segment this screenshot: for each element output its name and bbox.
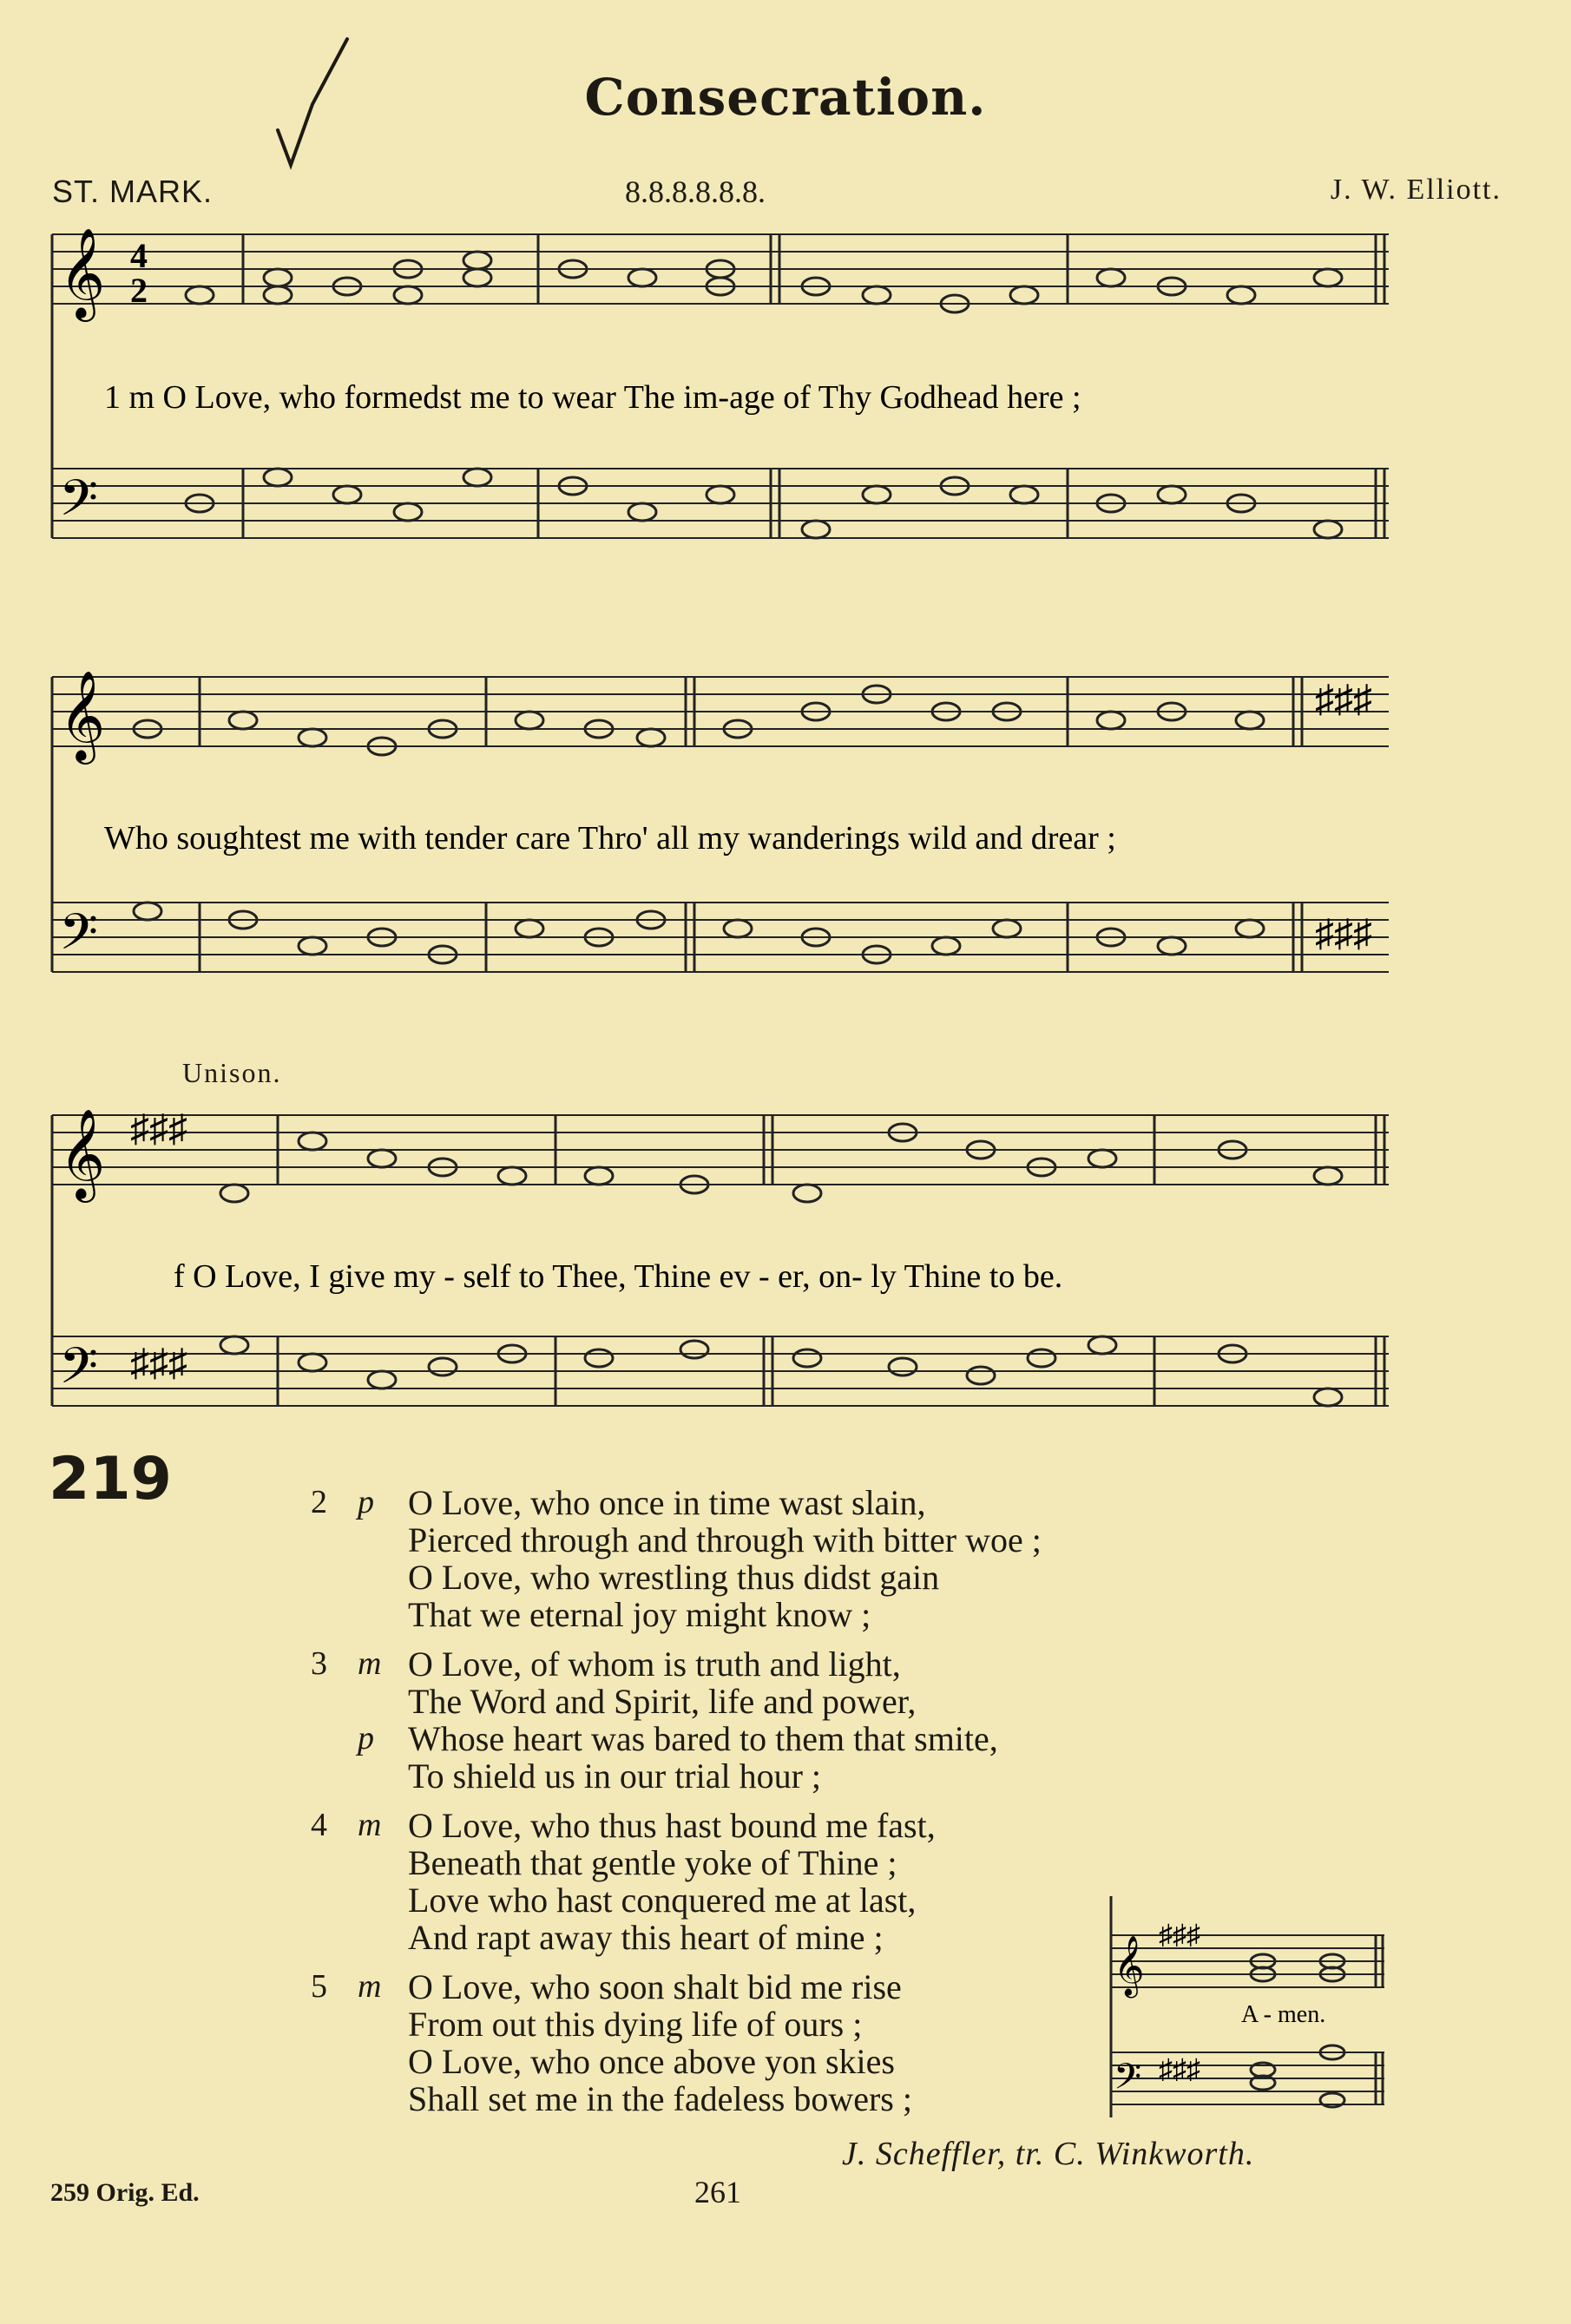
original-edition-note: 259 Orig. Ed. bbox=[50, 2178, 200, 2207]
key-signature-sharps-icon: ♯♯♯ bbox=[130, 1342, 187, 1384]
meter: 8.8.8.8.8.8. bbox=[625, 174, 766, 209]
verse-line: O Love, who once in time wast slain, bbox=[408, 1483, 926, 1522]
dynamic-marking: p bbox=[358, 1720, 374, 1756]
verse-line: Love who hast conquered me at last, bbox=[408, 1881, 917, 1920]
amen-music-box bbox=[1107, 1892, 1393, 2126]
hymn-number: 219 bbox=[49, 1445, 172, 1513]
dynamic-marking: p bbox=[358, 1484, 374, 1520]
verse-line: To shield us in our trial hour ; bbox=[408, 1756, 822, 1796]
verse-line: Whose heart was bared to them that smite, bbox=[408, 1719, 998, 1758]
verse-number: 3 bbox=[311, 1645, 327, 1682]
verses bbox=[304, 1484, 1172, 2130]
hymn-title: Consecration. bbox=[584, 68, 987, 127]
treble-clef-icon: 𝄞 bbox=[59, 231, 106, 317]
verse-line: The Word and Spirit, life and power, bbox=[408, 1682, 917, 1721]
tune-name: ST. MARK. bbox=[52, 174, 214, 209]
composer: J. W. Elliott. bbox=[1330, 174, 1502, 206]
noteheads-treble bbox=[220, 1124, 1342, 1202]
verse-line: O Love, who thus hast bound me fast, bbox=[408, 1806, 936, 1845]
lyric-line-2: Who soughtest me with tender care Thro' all my wanderings wild and drear ; bbox=[104, 820, 1116, 857]
dynamic-marking: m bbox=[358, 1968, 382, 2005]
bass-clef-icon: 𝄢 bbox=[59, 472, 99, 539]
lyric-line-1: 1 m O Love, who formedst me to wear The im-age of Thy Godhead here ; bbox=[104, 379, 1081, 416]
verse-2 bbox=[304, 1484, 1172, 1633]
bass-clef-icon: 𝄢 bbox=[59, 1340, 99, 1407]
verse-line: That we eternal joy might know ; bbox=[408, 1595, 871, 1634]
key-signature-sharps-icon: ♯♯♯ bbox=[1315, 912, 1372, 955]
page-number: 261 bbox=[694, 2175, 741, 2209]
amen-noteheads bbox=[1251, 1954, 1344, 2107]
time-signature-bottom: 2 bbox=[130, 271, 148, 310]
verse-number: 2 bbox=[311, 1484, 327, 1520]
key-signature-sharps-icon: ♯♯♯ bbox=[1159, 1919, 1200, 1950]
verse-line: Pierced through and through with bitter woe ; bbox=[408, 1520, 1042, 1559]
treble-clef-icon: 𝄞 bbox=[59, 673, 106, 759]
music-system-3 bbox=[43, 1098, 1397, 1445]
verse-number: 4 bbox=[311, 1807, 327, 1843]
bass-clef-icon: 𝄢 bbox=[59, 906, 99, 973]
music-system-2 bbox=[43, 660, 1397, 1050]
amen-text: A - men. bbox=[1241, 2001, 1326, 2028]
attribution: J. Scheffler, tr. C. Winkworth. bbox=[842, 2136, 1255, 2172]
verse-line: O Love, who wrestling thus didst gain bbox=[408, 1558, 940, 1597]
key-signature-sharps-icon: ♯♯♯ bbox=[1159, 2053, 1200, 2084]
verse-line: O Love, who once above yon skies bbox=[408, 2042, 895, 2081]
music-system-1 bbox=[43, 217, 1397, 607]
treble-staff bbox=[52, 677, 1389, 746]
treble-staff bbox=[52, 234, 1389, 304]
unison-marking: Unison. bbox=[182, 1057, 282, 1088]
treble-staff bbox=[52, 1115, 1389, 1185]
verse-line: From out this dying life of ours ; bbox=[408, 2005, 863, 2044]
treble-clef-icon: 𝄞 bbox=[1114, 1937, 1145, 1994]
verse-number: 5 bbox=[311, 1968, 327, 2005]
lyric-line-3: f O Love, I give my - self to Thee, Thine ev - er, on- ly Thine to be. bbox=[174, 1258, 1063, 1295]
verse-4 bbox=[304, 1807, 1172, 1956]
verse-line: O Love, who soon shalt bid me rise bbox=[408, 1967, 902, 2006]
time-signature-top: 4 bbox=[130, 236, 148, 275]
treble-clef-icon: 𝄞 bbox=[59, 1112, 106, 1198]
noteheads-treble bbox=[134, 686, 1264, 755]
key-signature-sharps-icon: ♯♯♯ bbox=[1315, 678, 1372, 720]
dynamic-marking: m bbox=[358, 1807, 382, 1843]
dynamic-marking: m bbox=[358, 1645, 382, 1682]
verse-line: Shall set me in the fadeless bowers ; bbox=[408, 2079, 912, 2118]
bass-clef-icon: 𝄢 bbox=[1114, 2057, 1142, 2105]
verse-line: And rapt away this heart of mine ; bbox=[408, 1918, 884, 1957]
bass-staff bbox=[52, 1336, 1389, 1406]
verse-3 bbox=[304, 1645, 1172, 1795]
verse-5 bbox=[304, 1968, 1172, 2117]
verse-line: Beneath that gentle yoke of Thine ; bbox=[408, 1843, 897, 1882]
verse-line: O Love, of whom is truth and light, bbox=[408, 1645, 901, 1684]
key-signature-sharps-icon: ♯♯♯ bbox=[130, 1107, 187, 1150]
